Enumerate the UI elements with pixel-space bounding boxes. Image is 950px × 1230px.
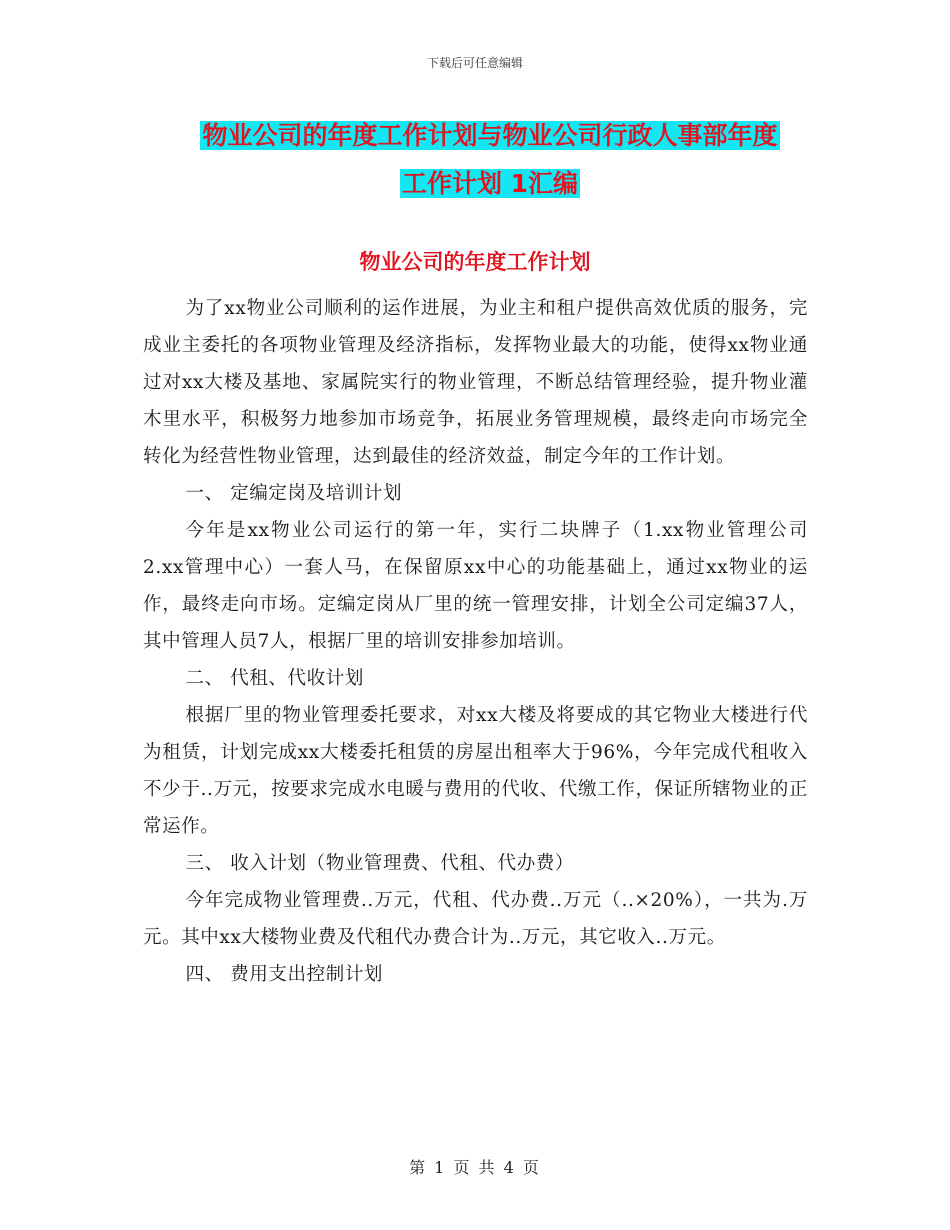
title-line-1: 物业公司的年度工作计划与物业公司行政人事部年度 bbox=[202, 121, 778, 150]
title-line-2: 工作计划 1汇编 bbox=[401, 169, 579, 198]
heading-expense: 四、 费用支出控制计划 bbox=[185, 964, 384, 985]
heading-income: 三、 收入计划（物业管理费、代租、代办费） bbox=[185, 853, 575, 874]
paragraph-intro: 为了xx物业公司顺利的运作进展，为业主和租户提供高效优质的服务，完成业主委托的各项物业管理及经济指标，发挥物业最大的功能，使得xx物业通过对xx大楼及基地、家属院实行的物业管理，不断总结管理经验，提升物业灌木里水平，积极努力地参加市场竞争，拓展业务管理规模，最终走向市场完全转化为经营性物业管理，达到最佳的经济效益，制定今年的工作计划。 bbox=[143, 298, 808, 467]
paragraph-rental: 根据厂里的物业管理委托要求，对xx大楼及将要成的其它物业大楼进行代为租赁，计划完成xx大楼委托租赁的房屋出租率大于96%，今年完成代租收入不少于..万元，按要求完成水电暖与费用的代收、代缴工作，保证所辖物业的正常运作。 bbox=[143, 705, 808, 837]
body-text bbox=[143, 290, 808, 993]
paragraph-income: 今年完成物业管理费..万元，代租、代办费..万元（..×20%），一共为.万元。其中xx大楼物业费及代租代办费合计为..万元，其它收入..万元。 bbox=[143, 890, 808, 948]
header-note: 下载后可任意编辑 bbox=[426, 56, 523, 70]
heading-staffing: 一、 定编定岗及培训计划 bbox=[185, 483, 403, 504]
section-title: 物业公司的年度工作计划 bbox=[359, 250, 591, 274]
document-title bbox=[140, 112, 840, 208]
page-footer: 第 1 页 共 4 页 bbox=[409, 1158, 541, 1177]
heading-rental: 二、 代租、代收计划 bbox=[185, 668, 364, 689]
paragraph-staffing: 今年是xx物业公司运行的第一年，实行二块牌子（1.xx物业管理公司 2.xx管理中心）一套人马，在保留原xx中心的功能基础上，通过xx物业的运作，最终走向市场。定编定岗从厂里的统一管理安排，计划全公司定编37人，其中管理人员7人，根据厂里的培训安排参加培训。 bbox=[143, 520, 808, 652]
